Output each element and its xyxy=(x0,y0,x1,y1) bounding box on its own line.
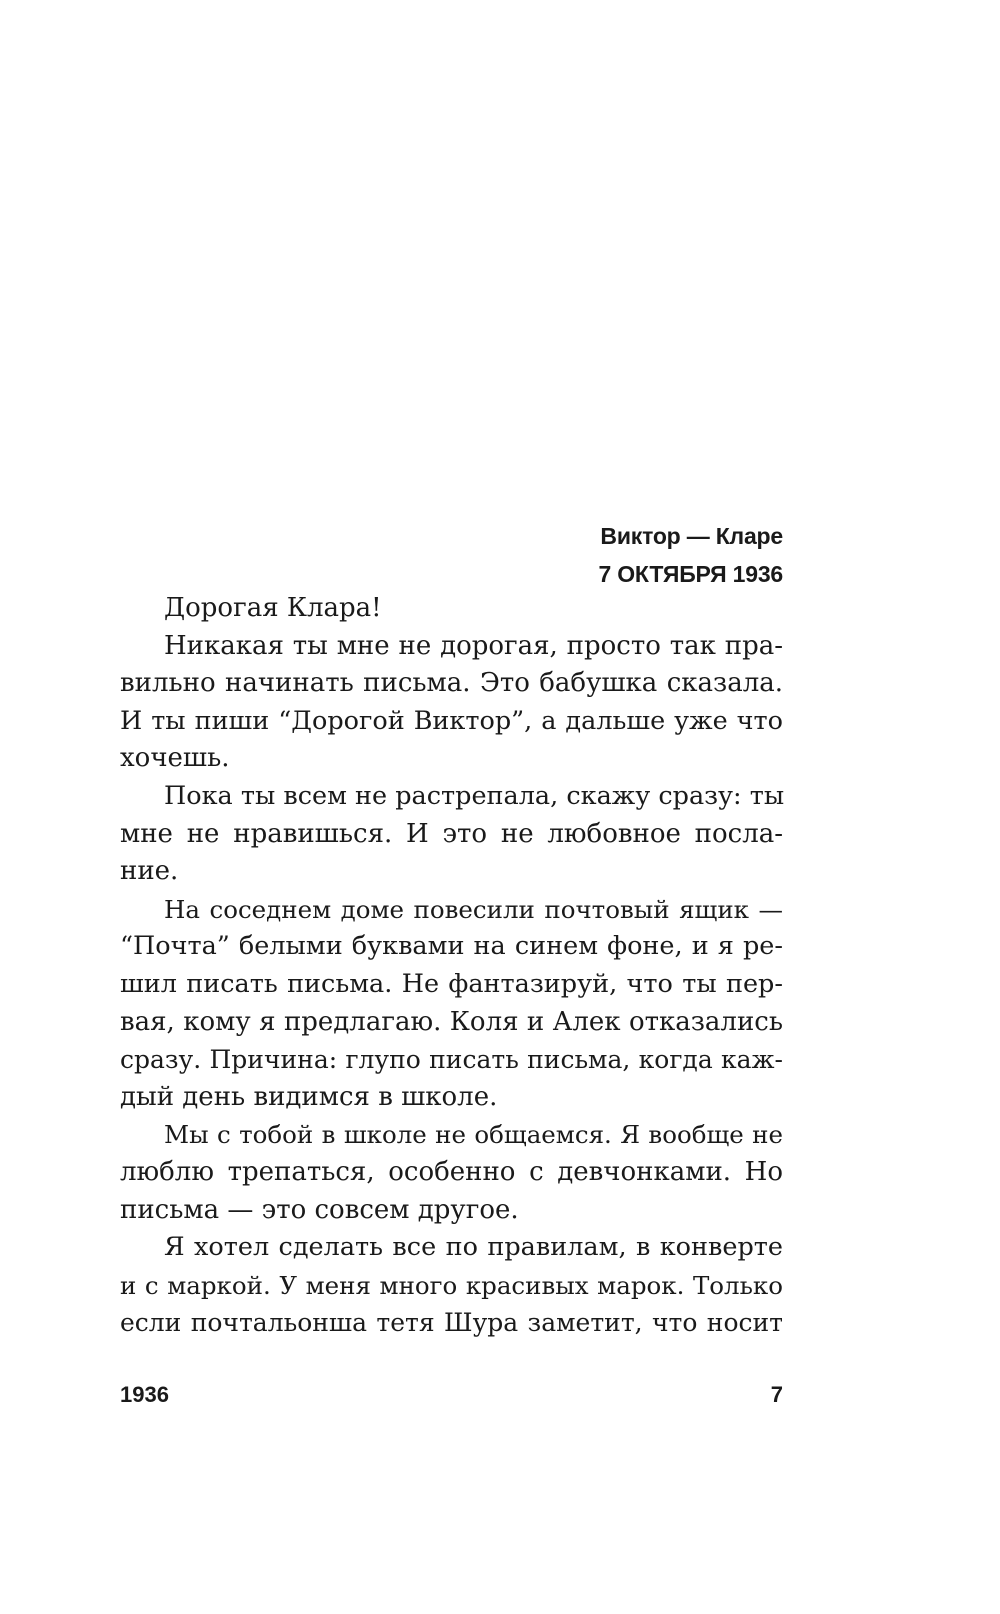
body-line: Дорогая Клара! xyxy=(164,593,382,623)
body-line: хочешь. xyxy=(120,743,230,774)
body-line: письма — это совсем другое. xyxy=(120,1194,519,1225)
body-line: Пока ты всем не растрепала, скажу сразу: ты xyxy=(164,780,785,811)
running-title: 1936 xyxy=(120,1382,169,1407)
body-line: “Почта” белыми буквами на синем фоне, и я ре- xyxy=(120,931,783,962)
page-number: 7 xyxy=(770,1382,783,1407)
body-line: вильно начинать письма. Это бабушка сказала. xyxy=(120,668,783,699)
body-line: дый день видимся в школе. xyxy=(120,1081,498,1112)
body-line: Никакая ты мне не дорогая, просто так пра- xyxy=(164,630,783,661)
letter-heading-date: 7 ОКТЯБРЯ 1936 xyxy=(598,561,783,587)
letter-body xyxy=(120,590,783,1342)
body-line: шил писать письма. Не фантазируй, что ты пер- xyxy=(120,968,783,999)
body-line: Мы с тобой в школе не общаемся. Я вообще не xyxy=(164,1120,783,1150)
body-line: Я хотел сделать все по правилам, в конверте xyxy=(164,1232,783,1263)
body-line: сразу. Причина: глупо писать письма, когда каж- xyxy=(120,1045,783,1075)
body-line: вая, кому я предлагаю. Коля и Алек отказались xyxy=(120,1006,783,1037)
letter-heading-author: Виктор — Кларе xyxy=(600,523,783,549)
body-line: ние. xyxy=(120,856,179,887)
body-line: и с маркой. У меня много красивых марок. Только xyxy=(120,1270,783,1300)
body-line: мне не нравишься. И это не любовное посла- xyxy=(120,818,783,849)
body-line: И ты пиши “Дорогой Виктор”, а дальше уже что xyxy=(120,705,783,736)
body-line: если почтальонша тетя Шура заметит, что носит xyxy=(120,1308,783,1338)
body-line: люблю трепаться, особенно с девчонками. Но xyxy=(120,1156,783,1187)
body-line: На соседнем доме повесили почтовый ящик — xyxy=(164,894,783,924)
